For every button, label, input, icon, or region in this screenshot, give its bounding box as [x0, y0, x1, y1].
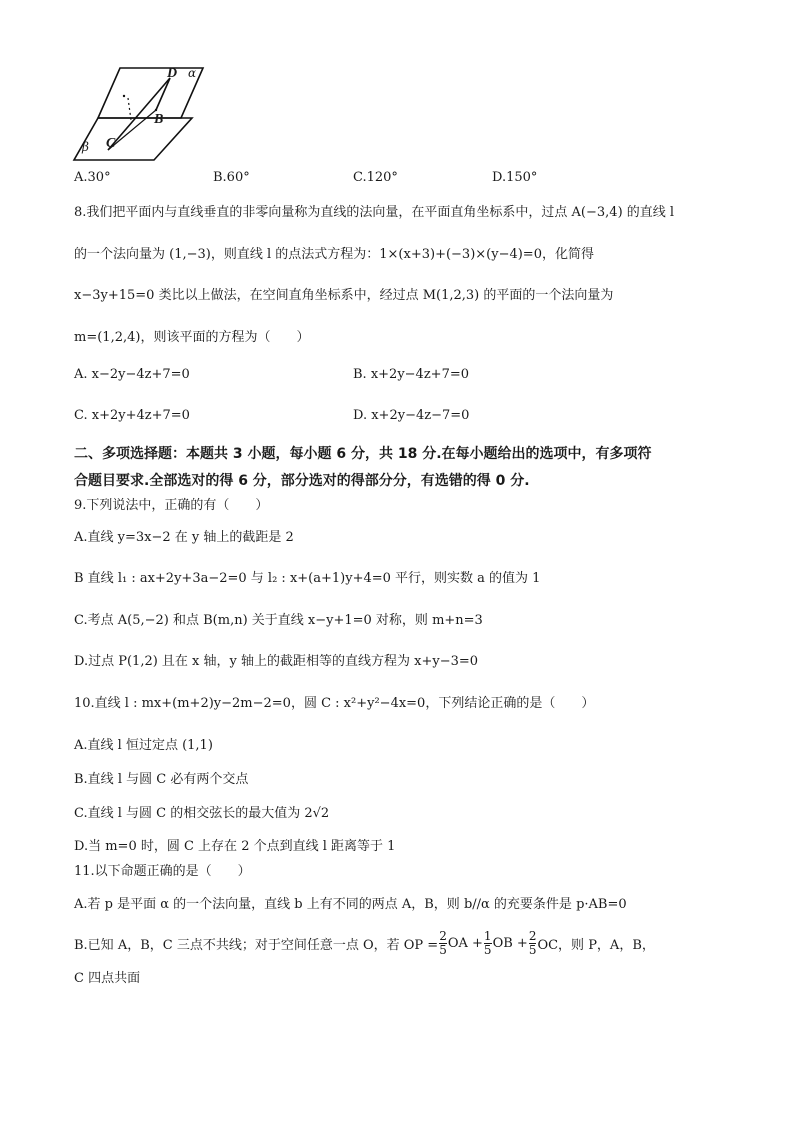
q7-option-a: A.30°	[74, 170, 111, 185]
q9-option-a: A.直线 y=3x−2 在 y 轴上的截距是 2	[74, 530, 294, 545]
q10-option-a: A.直线 l 恒过定点 (1,1)	[74, 738, 213, 753]
q8-stem-line4: m=(1,2,4)，则该平面的方程为（ ）	[74, 330, 310, 345]
q8-option-b: B. x+2y−4z+7=0	[353, 367, 469, 382]
q11-option-b-continued: C 四点共面	[74, 971, 141, 986]
fraction-1	[439, 930, 447, 957]
q7-option-d: D.150°	[492, 170, 538, 185]
fraction-3	[529, 930, 537, 957]
planes-diagram	[68, 60, 208, 164]
q8-option-a: A. x−2y−4z+7=0	[74, 367, 190, 382]
q11-option-b	[74, 930, 655, 957]
dihedral-figure	[68, 60, 208, 164]
fraction-2-denominator: 5	[483, 943, 492, 957]
fraction-2-numerator: 1	[483, 929, 492, 943]
fraction-1-denominator: 5	[439, 943, 447, 957]
q10-option-b: B.直线 l 与圆 C 必有两个交点	[74, 772, 249, 787]
q11-stem: 11.以下命题正确的是（ ）	[74, 864, 251, 879]
q8-option-c: C. x+2y+4z+7=0	[74, 408, 190, 423]
q11-option-b-term3: OC，则 P，A，B，	[537, 938, 655, 953]
plane-beta-label: β	[82, 140, 89, 154]
q11-option-b-term2: OB +	[492, 936, 528, 951]
q9-option-c: C.考点 A(5,−2) 和点 B(m,n) 关于直线 x−y+1=0 对称，则 m+n=3	[74, 613, 483, 628]
fraction-1-numerator: 2	[439, 929, 447, 943]
q10-option-c: C.直线 l 与圆 C 的相交弦长的最大值为 2√2	[74, 806, 330, 821]
plane-alpha-label: α	[188, 66, 197, 80]
q8-stem-line3: x−3y+15=0 类比以上做法，在空间直角坐标系中，经过点 M(1,2,3) 的平面的一个法向量为	[74, 288, 614, 303]
q9-option-b: B 直线 l₁ : ax+2y+3a−2=0 与 l₂ : x+(a+1)y+4=0 平行，则实数 a 的值为 1	[74, 571, 541, 586]
q7-option-c: C.120°	[353, 170, 398, 185]
fraction-3-numerator: 2	[528, 929, 537, 943]
point-d-label: D	[167, 66, 178, 81]
point-b-label: B	[154, 112, 164, 127]
q9-stem: 9.下列说法中，正确的有（ ）	[74, 498, 269, 513]
q11-option-a: A.若 p 是平面 α 的一个法向量，直线 b 上有不同的两点 A，B，则 b//α 的充要条件是 p·AB=0	[74, 897, 627, 912]
fraction-3-denominator: 5	[528, 943, 537, 957]
q8-stem-line1: 8.我们把平面内与直线垂直的非零向量称为直线的法向量，在平面直角坐标系中，过点 A(−3,4) 的直线 l	[74, 205, 675, 220]
q11-option-b-term1: OA +	[447, 936, 483, 951]
q7-option-b: B.60°	[213, 170, 250, 185]
point-c-label: C	[106, 136, 116, 151]
q10-option-d: D.当 m=0 时，圆 C 上存在 2 个点到直线 l 距离等于 1	[74, 839, 396, 854]
q8-stem-line2: 的一个法向量为 (1,−3)，则直线 l 的点法式方程为：1×(x+3)+(−3)×(y−4)=0，化简得	[74, 247, 594, 262]
section2-heading-line1: 二、多项选择题：本题共 3 小题，每小题 6 分，共 18 分.在每小题给出的选项中，有多项符	[74, 446, 652, 462]
section2-heading-line2: 合题目要求.全部选对的得 6 分，部分选对的得部分分，有选错的得 0 分.	[74, 473, 530, 489]
q9-option-d: D.过点 P(1,2) 且在 x 轴，y 轴上的截距相等的直线方程为 x+y−3=0	[74, 654, 479, 669]
q8-option-d: D. x+2y−4z−7=0	[353, 408, 470, 423]
fraction-2	[484, 930, 492, 957]
q10-stem: 10.直线 l : mx+(m+2)y−2m−2=0，圆 C : x²+y²−4x=0，下列结论正确的是（ ）	[74, 696, 595, 711]
q11-option-b-prefix: B.已知 A，B，C 三点不共线；对于空间任意一点 O，若 OP =	[74, 938, 439, 953]
